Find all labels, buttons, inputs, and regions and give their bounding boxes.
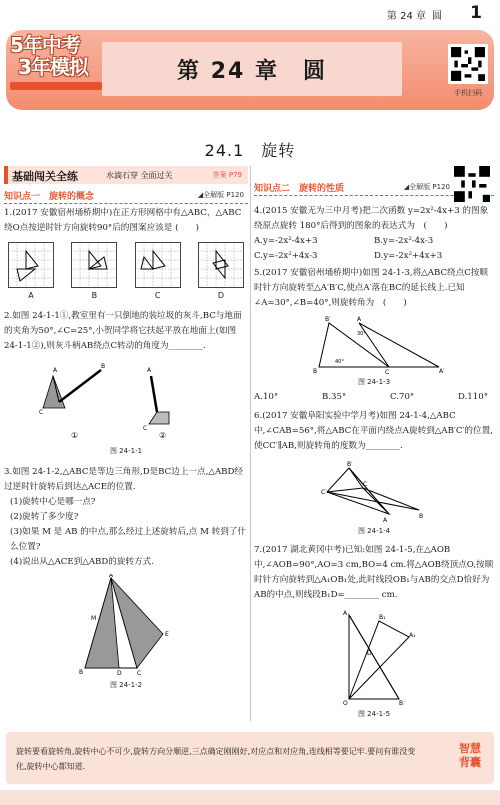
q1-option-a[interactable]: A [8, 242, 54, 303]
question-2: 2.如图 24-1-1①,教室里有一只倒地的装垃圾的灰斗,BC与地面的夹角为50°,∠C=25°,小贺同学将它扶起平放在地面上(如图 24-1-1②),则灰斗柄AB绕点C转动的角度为________. A C B A C ① ② 图 24-1-1 [4, 309, 248, 459]
q4-option-b[interactable]: B.y=-2x²-4x-3 [374, 236, 434, 246]
tip-badge: 智慧 背囊 [459, 742, 481, 769]
svg-text:A: A [357, 316, 362, 323]
figure-24-1-3 [299, 315, 449, 375]
brand-logo: 5年中考 3年模拟 [10, 34, 114, 106]
knowledge-point-2: 知识点二 旋转的性质 ◢全解版 P120 [254, 178, 494, 196]
left-column [4, 166, 248, 693]
figure-caption: 图 24-1-1 [109, 447, 143, 455]
svg-text:C: C [385, 369, 390, 375]
figure-caption: 图 24-1-3 [357, 378, 391, 386]
question-1: 1.(2017 安徽宿州埇桥期中)在正方形网格中有△ABC，△ABC绕O点按逆时针方向旋转90°后的图案应该是 ( ) A B C D [4, 206, 248, 303]
svg-text:M: M [91, 615, 97, 622]
module-header: 基础闯关全练 水滴石穿 全面过关 答案 P79 [4, 166, 248, 184]
svg-text:A: A [109, 574, 114, 579]
svg-text:C: C [143, 425, 148, 432]
svg-text:②: ② [159, 431, 167, 440]
q5-option-d[interactable]: D.110° [457, 392, 488, 402]
svg-text:B′: B′ [347, 461, 353, 468]
svg-text:B: B [79, 669, 84, 676]
svg-text:A: A [53, 367, 58, 374]
page-header [0, 0, 500, 26]
figure-caption: 图 24-1-5 [357, 710, 391, 718]
svg-text:A′: A′ [439, 368, 445, 375]
q4-option-d[interactable]: D.y=-2x²+4x+3 [374, 251, 443, 261]
svg-text:E: E [165, 631, 169, 638]
page-number: 1 [470, 3, 482, 23]
svg-text:A₁: A₁ [409, 632, 416, 639]
svg-text:B: B [419, 513, 424, 520]
svg-text:D: D [117, 670, 122, 677]
grid-figure-c [135, 242, 181, 288]
q1-option-d[interactable]: D [198, 242, 244, 303]
q4-option-a[interactable]: A.y=-2x²-4x+3 [254, 236, 318, 246]
figure-24-1-4 [319, 458, 429, 524]
svg-text:B: B [399, 700, 404, 707]
svg-text:B′: B′ [325, 316, 331, 323]
tip-text: 旋转要看旋转角,旋转中心不可少,旋转方向分顺逆,三点确定刚刚好,对应点和对应角,连线相等要记牢.要问有谁没变化,旋转中心都知道. [16, 747, 416, 771]
chapter-label: 第 24 章 圆 [386, 11, 442, 22]
svg-text:①: ① [71, 431, 79, 440]
question-6: 6.(2017 安徽阜阳实验中学月考)如图 24-1-4,△ABC中,∠CAB=56°,将△ABC在平面内绕点A旋转到△AB′C′的位置,使CC′∥AB,则旋转角的度数为________. B′ C′ C A B 图 24-1-4 [254, 409, 494, 539]
figure-caption: 图 24-1-2 [109, 681, 143, 689]
figure-caption: 图 24-1-4 [357, 527, 391, 535]
column-divider [250, 166, 251, 721]
svg-text:C: C [363, 481, 368, 488]
q5-option-c[interactable]: C.70° [389, 392, 415, 402]
qr-caption: 手机扫码 [454, 89, 482, 97]
q4-option-c[interactable]: C.y=-2x²+4x-3 [254, 251, 318, 261]
figure-24-1-5 [329, 607, 419, 707]
question-5: 5.(2017 安徽宿州埇桥期中)如图 24-1-3,将△ABC绕点C按顺时针方向旋转至△A′B′C,使点A′落在BC的延长线上.已知∠A=30°,∠B=40°,则旋转角为 ( ) B′ A B C A′ 40° 30° 图 24-1-3 A.10° B.35° C.70° D.110° [254, 266, 494, 405]
right-column [254, 166, 494, 722]
qr-code-icon[interactable] [448, 44, 488, 84]
svg-text:C′: C′ [321, 489, 327, 496]
svg-text:A: A [383, 517, 388, 524]
svg-text:D: D [367, 650, 372, 657]
figure-24-1-1 [31, 358, 221, 444]
svg-text:B₁: B₁ [379, 614, 386, 621]
question-7: 7.(2017 湖北黄冈中考)已知:如图 24-1-5,在△AOB中,∠AOB=90°,AO=3 cm,BO=4 cm.将△AOB绕顶点O,按顺时针方向旋转到△A₁OB₁处,此时线段OB₁与AB的交点D恰好为AB的中点,则线段B₁D=________ cm. A B₁ A₁ D O B 图 24-1-5 [254, 543, 494, 722]
knowledge-point-1: 知识点一 旋转的概念 ◢全解版 P120 [4, 186, 248, 204]
svg-text:A: A [343, 610, 348, 617]
question-3: 3.如图 24-1-2,△ABC是等边三角形,D是BC边上一点,△ABD经过逆时针旋转后到达△ACE的位置. (1)旋转中心是哪一点? (2)旋转了多少度? (3)如果 M 是 AB 的中点,那么经过上述旋转后,点 M 转到了什么位置? (4)说出从△ACE到△ABD的旋转方式. A B D C E M 图 24-1-2 [4, 465, 248, 693]
q1-option-b[interactable]: B [71, 242, 117, 303]
footer-strip [0, 790, 500, 805]
svg-text:C: C [39, 409, 44, 416]
svg-text:30°: 30° [357, 331, 366, 337]
svg-text:C: C [137, 670, 142, 677]
grid-figure-b [71, 242, 117, 288]
chapter-banner [6, 30, 494, 110]
tip-box [6, 732, 494, 784]
svg-text:B: B [101, 363, 106, 370]
svg-text:B: B [313, 368, 318, 375]
section-title: 24.1 旋转 [204, 141, 296, 160]
grid-figure-d [198, 242, 244, 288]
q5-option-b[interactable]: B.35° [321, 392, 347, 402]
figure-24-1-2 [71, 574, 181, 678]
chapter-title: 第 24 章 圆 [102, 42, 402, 96]
question-4: 4.(2015 安徽无为三中月考)把二次函数 y=2x²-4x+3 的图象绕原点旋转 180°后得到的图象的表达式为 ( ) A.y=-2x²-4x+3 B.y=-2x²-4x-3 C.y=-2x²+4x-3 D.y=-2x²+4x+3 [254, 204, 494, 264]
svg-text:A: A [147, 367, 152, 374]
q1-options [4, 242, 248, 303]
svg-text:O: O [343, 700, 348, 707]
svg-text:40°: 40° [335, 359, 344, 365]
q1-option-c[interactable]: C [135, 242, 181, 303]
qr-code-icon[interactable] [454, 166, 490, 202]
grid-figure-a [8, 242, 54, 288]
q5-option-a[interactable]: A.10° [254, 392, 279, 402]
